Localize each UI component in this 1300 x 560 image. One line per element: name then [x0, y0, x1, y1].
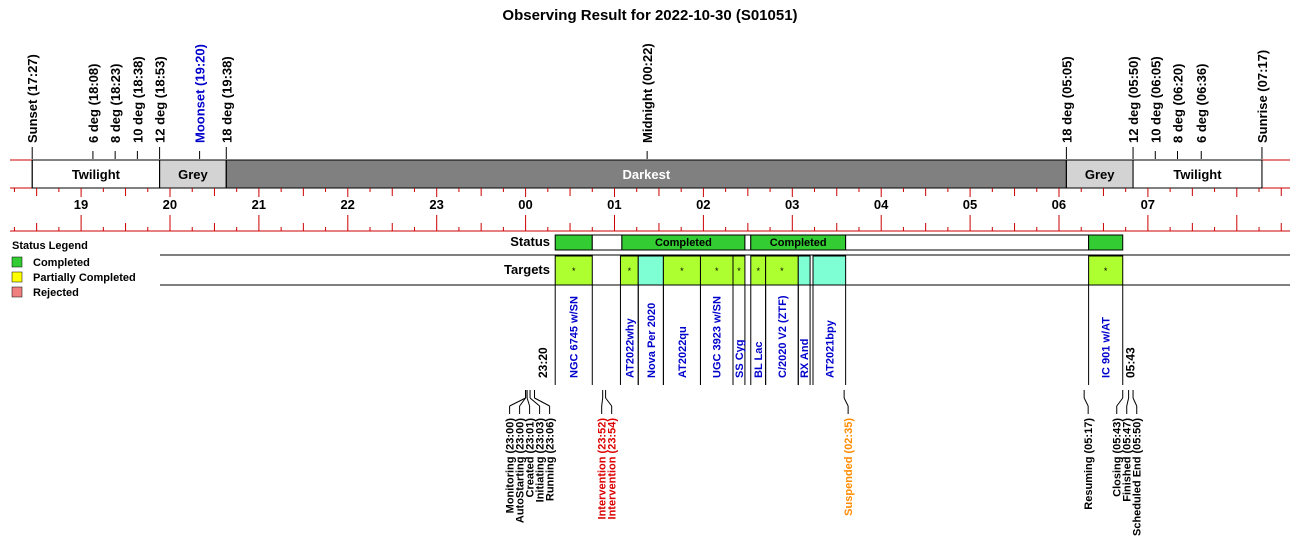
event-leader — [1084, 398, 1088, 406]
event-label: Scheduled End (05:50) — [1131, 418, 1144, 536]
target-mark: * — [737, 266, 741, 276]
status-segment-label: Completed — [769, 237, 827, 249]
sky-event-label: 10 deg (18:38) — [130, 56, 146, 143]
target-mark: * — [756, 266, 760, 276]
sky-bands — [10, 160, 1290, 188]
sky-event-label: 12 deg (05:50) — [1126, 56, 1142, 143]
target-mark: * — [680, 266, 684, 276]
target-mark: * — [1103, 266, 1108, 276]
target-block — [798, 256, 810, 285]
event-leader — [1133, 398, 1137, 406]
axis-tick-label: 07 — [1140, 197, 1156, 212]
target-name: IC 901 w/AT — [1100, 317, 1113, 378]
legend-title: Status Legend — [12, 240, 88, 252]
time-axis — [0, 188, 1290, 231]
target-mark: * — [780, 266, 784, 276]
sky-event-labels — [25, 43, 1270, 159]
axis-tick-label: 04 — [873, 197, 889, 212]
target-mark: * — [714, 266, 719, 276]
event-label: AutoStarting (23:00) — [514, 418, 527, 524]
status-segment — [555, 235, 592, 250]
event-label: Closing (05:43) — [1111, 418, 1124, 497]
sky-band-label: Twilight — [1173, 167, 1222, 182]
sky-event-label: 18 deg (05:05) — [1059, 56, 1075, 143]
target-mark: * — [627, 266, 632, 276]
axis-tick-label: 20 — [162, 197, 178, 212]
sky-event-label: 18 deg (19:38) — [219, 56, 235, 143]
sky-event-label: 10 deg (06:05) — [1148, 56, 1164, 143]
axis-tick-label: 01 — [607, 197, 622, 212]
sky-event-label: Moonset (19:20) — [192, 44, 208, 143]
target-name: SS Cyg — [733, 339, 746, 378]
target-name: BL Lac — [753, 341, 766, 378]
target-name: Nova Per 2020 — [645, 302, 658, 378]
target-mark: * — [571, 266, 576, 276]
status-legend — [12, 240, 136, 299]
axis-tick-label: 05 — [962, 197, 978, 212]
status-segment — [592, 235, 622, 250]
axis-tick-label: 06 — [1051, 197, 1067, 212]
sky-band-label: Grey — [1084, 167, 1115, 182]
sky-event-label: Sunset (17:27) — [25, 54, 41, 143]
target-name: NGC 6745 w/SN — [568, 296, 581, 378]
event-label: Intervention (23:52) — [596, 418, 609, 520]
legend-label: Partially Completed — [33, 272, 136, 284]
target-name: C/2020 V2 (ZTF) — [776, 295, 789, 378]
event-leader — [1127, 398, 1129, 406]
status-segment — [1089, 235, 1123, 250]
chart-title: Observing Result for 2022-10-30 (S01051) — [502, 7, 798, 24]
event-leader — [606, 398, 612, 406]
sky-event-label: 12 deg (18:53) — [152, 56, 168, 143]
event-label: Suspended (02:35) — [843, 418, 856, 516]
event-label: Intervention (23:54) — [606, 418, 619, 520]
target-block — [638, 256, 663, 285]
axis-tick-label: 23 — [429, 197, 444, 212]
status-segment — [846, 235, 1089, 250]
event-label: Finished (05:47) — [1121, 418, 1134, 502]
sky-band-label: Darkest — [622, 167, 671, 182]
status-segment — [745, 235, 751, 250]
event-markers — [505, 390, 1144, 536]
sky-event-label: 8 deg (18:23) — [108, 63, 124, 143]
axis-tick-label: 00 — [518, 197, 533, 212]
event-leader — [527, 398, 529, 406]
event-leader — [530, 398, 540, 406]
legend-swatch — [12, 287, 22, 297]
row-label-targets: Targets — [504, 262, 550, 277]
target-name: RX And — [799, 338, 812, 378]
row-label-status: Status — [510, 234, 550, 249]
time-marker-label: 23:20 — [536, 347, 551, 378]
target-name: AT2022why — [624, 318, 637, 378]
target-name: AT2022qu — [676, 326, 689, 378]
axis-tick-label: 21 — [251, 197, 267, 212]
target-block — [813, 256, 846, 285]
sky-band-label: Twilight — [71, 167, 120, 182]
target-name: AT2021bpy — [824, 320, 837, 378]
event-leader — [602, 398, 603, 406]
target-name: UGC 3923 w/SN — [711, 296, 724, 378]
time-marker-label: 05:43 — [1123, 347, 1138, 378]
event-label: Running (23:06) — [544, 418, 557, 502]
legend-label: Completed — [33, 257, 90, 269]
axis-tick-label: 03 — [784, 197, 800, 212]
event-label: Initiating (23:03) — [534, 418, 547, 503]
sky-event-label: 6 deg (18:08) — [85, 63, 101, 143]
sky-event-label: Midnight (00:22) — [640, 43, 656, 143]
event-label: Monitoring (23:00) — [504, 418, 517, 514]
event-leader — [844, 398, 848, 406]
legend-label: Rejected — [33, 287, 79, 299]
sky-event-label: Sunrise (07:17) — [1254, 49, 1270, 143]
legend-swatch — [12, 257, 22, 267]
event-leader — [534, 398, 549, 406]
sky-band-label: Grey — [178, 167, 208, 182]
status-target-rows — [160, 234, 1290, 385]
sky-event-label: 8 deg (06:20) — [1170, 63, 1186, 143]
axis-tick-label: 22 — [340, 197, 355, 212]
sky-event-label: 6 deg (06:36) — [1194, 63, 1210, 143]
event-label: Resuming (05:17) — [1083, 418, 1096, 510]
legend-swatch — [12, 272, 22, 282]
axis-tick-label: 02 — [696, 197, 711, 212]
event-label: Created (23:01) — [524, 418, 537, 498]
axis-tick-label: 19 — [73, 197, 89, 212]
event-leader — [1117, 398, 1123, 406]
status-segment-label: Completed — [654, 237, 712, 249]
